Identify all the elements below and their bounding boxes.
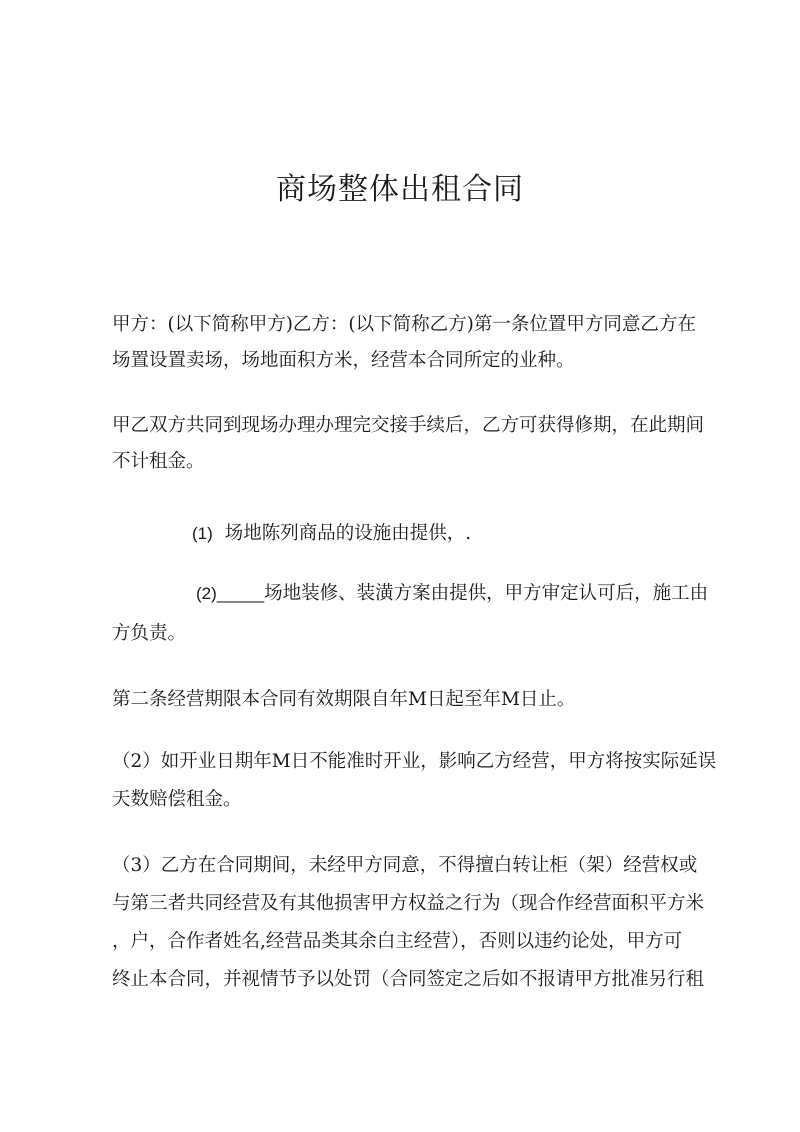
document-title: 商场整体出租合同 [276, 172, 524, 207]
paragraph-line: 终止本合同，并视情节予以处罚（合同签定之后如不报请甲方批准另行租 [112, 969, 705, 990]
list-item-1 [192, 520, 471, 548]
paragraph-line: 天数赔偿租金。 [112, 789, 242, 810]
list-item-text: 场地装修、装潢方案由提供，甲方审定认可后，施工由 [264, 583, 709, 604]
list-item-number: (1) [192, 524, 213, 543]
paragraph-line: 与第三者共同经营及有其他损害甲方权益之行为（现合作经营面积平方米 [112, 893, 705, 914]
paragraph-line: 甲方：(以下简称甲方)乙方：(以下简称乙方)第一条位置甲方同意乙方在 [112, 314, 696, 335]
paragraph-line: 方负责。 [112, 623, 187, 644]
paragraph-line: 甲乙双方共同到现场办理办理完交接手续后，乙方可获得修期，在此期间 [112, 415, 705, 436]
paragraph-line: 场置设置卖场，场地面积方米，经营本合同所定的业种。 [112, 350, 575, 371]
list-item-2 [196, 580, 708, 608]
paragraph-line: 不计租金。 [112, 451, 205, 472]
list-item-number: (2)_____ [196, 584, 265, 603]
list-item-text: 场地陈列商品的设施由提供，. [224, 523, 472, 544]
paragraph-line: （2）如开业日期年M日不能准时开业，影响乙方经营，甲方将按实际延误 [112, 751, 717, 772]
paragraph-line: 第二条经营期限本合同有效期限自年M日起至年M日止。 [112, 689, 576, 710]
paragraph-line: ，户，合作者姓名,经营品类其余白主经营），否则以违约论处，甲方可 [112, 931, 683, 952]
paragraph-line: （3）乙方在合同期间，未经甲方同意，不得擅白转让柜（架）经营权或 [112, 855, 698, 876]
